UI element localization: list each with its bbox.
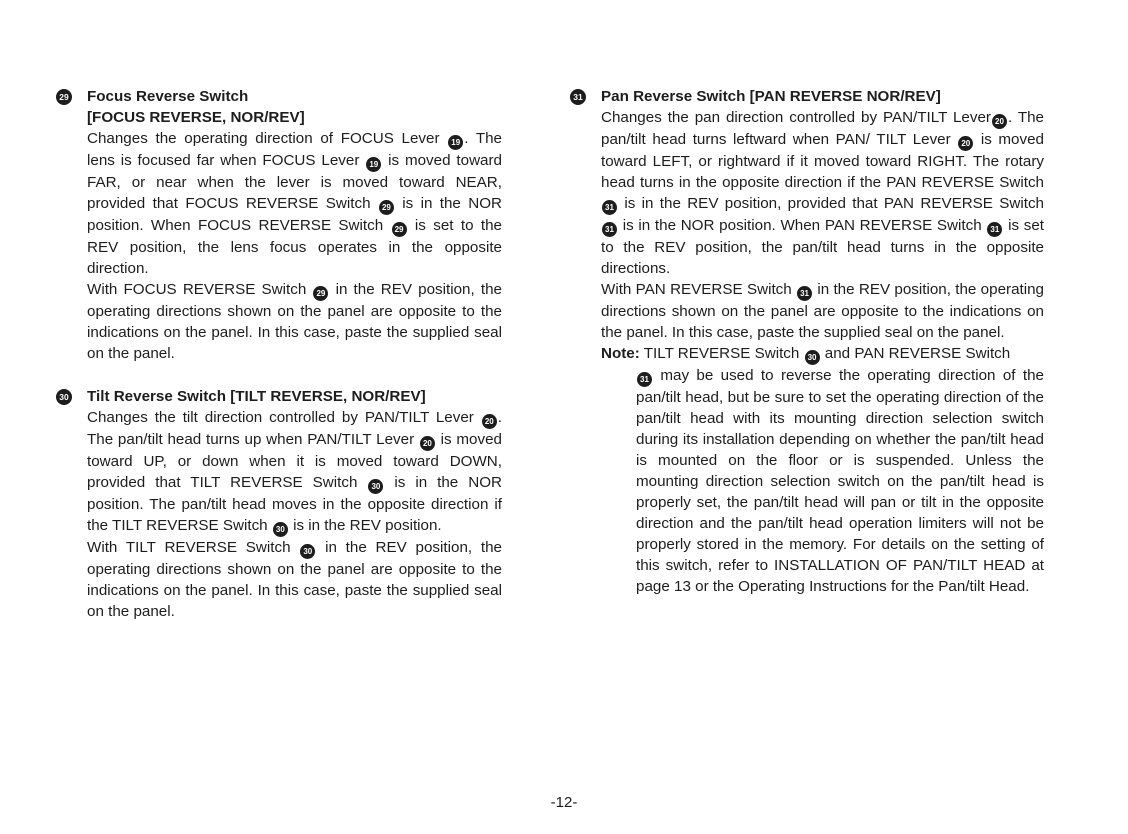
- section-tilt-reverse-switch: [56, 386, 502, 622]
- reference-badge: 19: [448, 135, 463, 150]
- reference-badge: 31: [987, 222, 1002, 237]
- text: is moved toward UP, or down when it is moved toward DOWN, provided that TILT REVERSE Switch: [87, 431, 502, 491]
- text: may be used to reverse the operating direction of the pan/tilt head, but be sure to set the operating direction of the pan/tilt head with its mounting direction selection switch during its installation depending on whether the pan/tilt head is mounted on the floor or is suspended. Unless the mounting direction selection switch on the pan/tilt head is properly set, the pan/tilt head will pan or tilt in the opposite direction and the pan/tilt head operation limiters will not be properly stored in the memory. For details on the setting of this switch, refer to INSTALLATION OF PAN/TILT HEAD at page 13 or the Operating Instructions for the Pan/tilt Head.: [636, 367, 1044, 595]
- text: . The pan/tilt head turns up when PAN/TILT Lever: [87, 409, 502, 448]
- reference-badge: 31: [602, 222, 617, 237]
- text: Changes the pan direction controlled by PAN/TILT Lever: [601, 109, 991, 126]
- text: is in the REV position.: [288, 517, 442, 534]
- text: With TILT REVERSE Switch: [87, 539, 300, 556]
- text: Changes the operating direction of FOCUS Lever: [87, 130, 448, 147]
- text: TILT REVERSE Switch: [639, 345, 804, 362]
- text: . The pan/tilt head turns leftward when PAN/ TILT Lever: [601, 109, 1044, 148]
- text: and PAN REVERSE Switch: [820, 345, 1011, 362]
- text: is in the NOR position. When PAN REVERSE Switch: [618, 217, 987, 234]
- item-number-badge: 29: [56, 89, 72, 105]
- reference-badge: 20: [958, 136, 973, 151]
- item-number-badge: 30: [56, 389, 72, 405]
- paragraph: [87, 279, 502, 364]
- reference-badge: 29: [392, 222, 407, 237]
- text: is set to the REV position, the lens focus operates in the opposite direction.: [87, 217, 502, 277]
- text: in the REV position, the operating directions shown on the panel are opposite to the indications on the panel. In this case, paste the supplied seal on the panel.: [601, 281, 1045, 341]
- item-number-badge: 31: [570, 89, 586, 105]
- reference-badge: 20: [992, 114, 1007, 129]
- text: Changes the tilt direction controlled by PAN/TILT Lever: [87, 409, 481, 426]
- paragraph: [87, 407, 502, 537]
- reference-badge: 31: [797, 286, 812, 301]
- left-column: [56, 86, 502, 622]
- reference-badge: 19: [366, 157, 381, 172]
- text: in the REV position, the operating directions shown on the panel are opposite to the indications on the panel. In this case, paste the supplied seal on the panel.: [87, 281, 502, 362]
- reference-badge: 29: [313, 286, 328, 301]
- section-heading: Pan Reverse Switch [PAN REVERSE NOR/REV]: [601, 88, 941, 105]
- reference-badge: 30: [300, 544, 315, 559]
- paragraph: [87, 128, 502, 279]
- text: is set to the REV position, the pan/tilt head turns in the opposite directions.: [601, 217, 1044, 277]
- text: With PAN REVERSE Switch: [601, 281, 797, 298]
- note-label: Note:: [601, 345, 640, 362]
- section-focus-reverse-switch: [56, 86, 502, 364]
- text: is in the NOR position. The pan/tilt head moves in the opposite direction if the TILT REVERSE Switch: [87, 474, 502, 534]
- text: is moved toward LEFT, or rightward if it moved toward RIGHT. The rotary head turns in the opposite direction if the PAN REVERSE Switch: [601, 131, 1044, 191]
- text: is moved toward FAR, or near when the lever is moved toward NEAR, provided that FOCUS REVERSE Switch: [87, 152, 502, 212]
- reference-badge: 30: [273, 522, 288, 537]
- reference-badge: 30: [368, 479, 383, 494]
- section-subheading: [FOCUS REVERSE, NOR/REV]: [87, 109, 305, 126]
- reference-badge: 20: [420, 436, 435, 451]
- section-pan-reverse-switch: [570, 86, 1044, 597]
- section-heading: Tilt Reverse Switch [TILT REVERSE, NOR/REV]: [87, 388, 426, 405]
- reference-badge: 30: [805, 350, 820, 365]
- paragraph: [87, 537, 502, 622]
- paragraph: [601, 279, 1044, 343]
- reference-badge: 31: [602, 200, 617, 215]
- text: is in the REV position, provided that PAN REVERSE Switch: [618, 195, 1044, 212]
- right-column: [570, 86, 1044, 597]
- page-number: -12-: [550, 794, 578, 811]
- paragraph: [601, 107, 1044, 279]
- text: in the REV position, the operating directions shown on the panel are opposite to the indications on the panel. In this case, paste the supplied seal on the panel.: [87, 539, 502, 620]
- note-body: [601, 365, 1044, 597]
- reference-badge: 29: [379, 200, 394, 215]
- note-first-line: [601, 343, 1044, 365]
- reference-badge: 31: [637, 372, 652, 387]
- text: With FOCUS REVERSE Switch: [87, 281, 313, 298]
- note: [601, 343, 1044, 597]
- text: . The lens is focused far when FOCUS Lever: [87, 130, 502, 169]
- text: is in the NOR position. When FOCUS REVERSE Switch: [87, 195, 502, 234]
- reference-badge: 20: [482, 414, 497, 429]
- section-heading: Focus Reverse Switch: [87, 88, 249, 105]
